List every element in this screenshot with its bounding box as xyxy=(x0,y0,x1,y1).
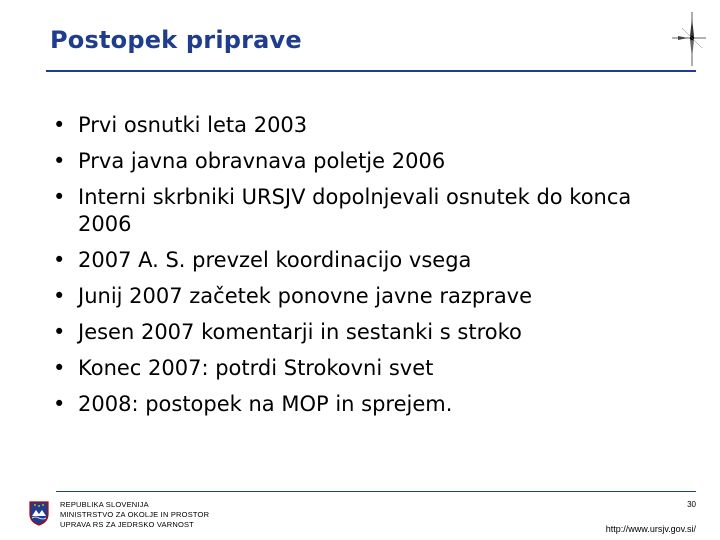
bullet-dot: • xyxy=(53,113,66,137)
compass-logo-icon xyxy=(668,10,708,68)
bullet-text: 2007 A. S. prevzel koordinacijo vsega xyxy=(78,248,472,272)
footer-org-line: MINISTRSTVO ZA OKOLJE IN PROSTOR xyxy=(60,510,210,519)
bullet-dot: • xyxy=(53,248,66,272)
bullet-list xyxy=(50,112,690,427)
footer-divider xyxy=(56,491,696,492)
bullet-dot: • xyxy=(53,284,66,308)
bullet-item xyxy=(50,391,690,418)
title-divider xyxy=(46,70,696,72)
bullet-text: Prvi osnutki leta 2003 xyxy=(78,113,308,137)
bullet-text: Interni skrbniki URSJV dopolnjevali osnutek do konca 2006 xyxy=(78,185,632,236)
slovenia-coat-of-arms-icon xyxy=(28,500,50,526)
bullet-dot: • xyxy=(53,392,66,416)
bullet-dot: • xyxy=(53,356,66,380)
bullet-text: 2008: postopek na MOP in sprejem. xyxy=(78,392,453,416)
bullet-text: Jesen 2007 komentarji in sestanki s stroko xyxy=(78,320,522,344)
bullet-item xyxy=(50,283,690,310)
bullet-item xyxy=(50,247,690,274)
footer-organization xyxy=(60,500,209,530)
bullet-item xyxy=(50,355,690,382)
bullet-dot: • xyxy=(53,185,66,209)
bullet-item xyxy=(50,184,690,238)
bullet-text: Konec 2007: potrdi Strokovni svet xyxy=(78,356,434,380)
footer-org-line: UPRAVA RS ZA JEDRSKO VARNOST xyxy=(60,520,194,529)
bullet-text: Prva javna obravnava poletje 2006 xyxy=(78,149,446,173)
bullet-item xyxy=(50,112,690,139)
bullet-item xyxy=(50,148,690,175)
bullet-item xyxy=(50,319,690,346)
footer-url-link[interactable]: http://www.ursjv.gov.si/ xyxy=(605,524,696,534)
bullet-dot: • xyxy=(53,149,66,173)
bullet-dot: • xyxy=(53,320,66,344)
footer-org-line: REPUBLIKA SLOVENIJA xyxy=(60,500,149,509)
slide-title: Postopek priprave xyxy=(50,26,302,54)
page-number: 30 xyxy=(687,500,696,509)
bullet-text: Junij 2007 začetek ponovne javne razprave xyxy=(78,284,533,308)
